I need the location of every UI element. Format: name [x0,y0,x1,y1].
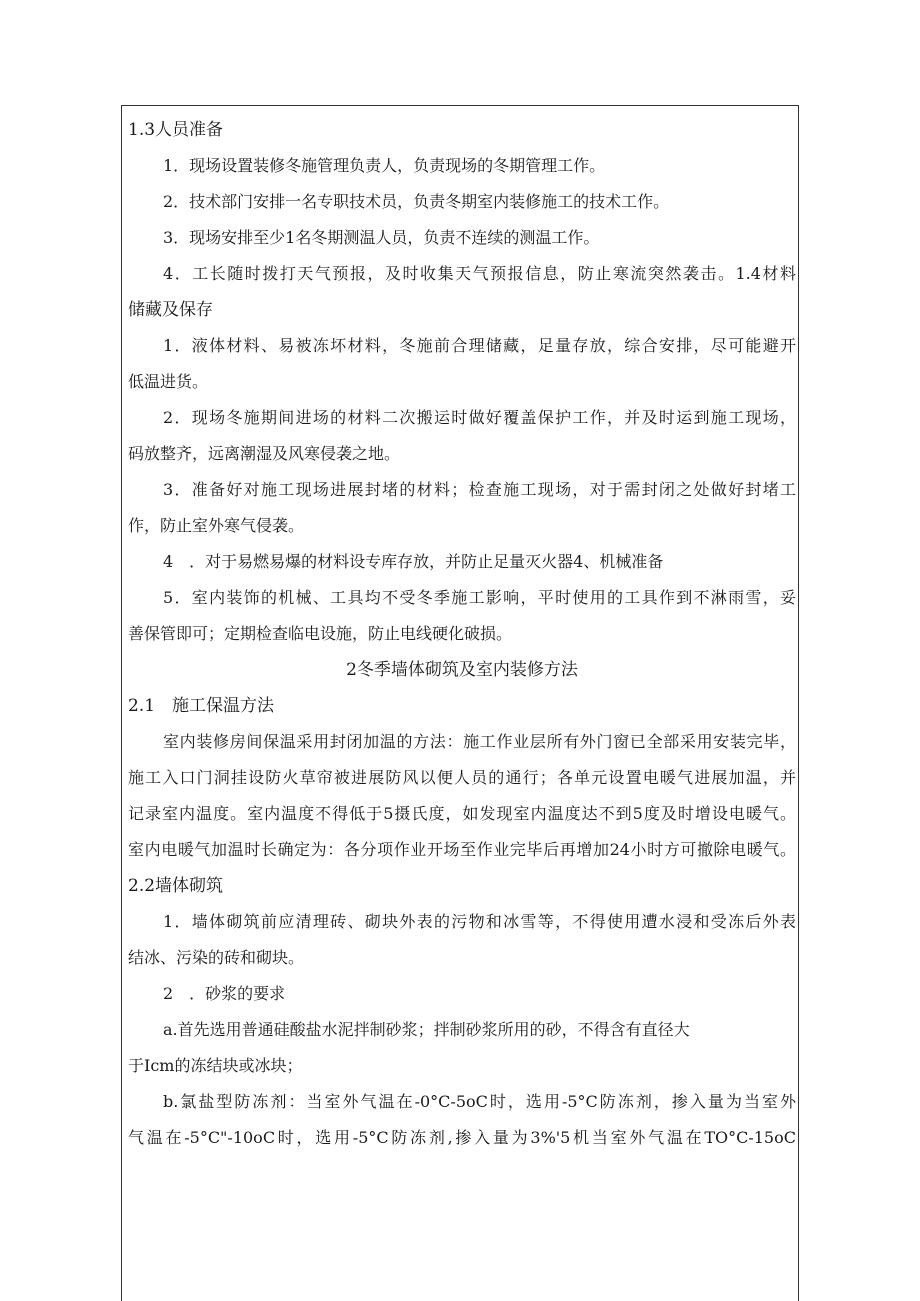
text-line: 2．现场冬施期间进场的材料二次搬运时做好覆盖保护工作，并及时运到施工现场， [163,408,796,427]
text-line: 4 ．对于易燃易爆的材料设专库存放，并防止足量灭火器4、机械准备 [163,552,664,571]
text-line: a.首先选用普通硅酸盐水泥拌制砂浆；拌制砂浆所用的砂，不得含有直径大 [163,1020,690,1039]
text-line: 3．准备好对施工现场进展封堵的材料；检查施工现场，对于需封闭之处做好封堵工 [163,480,796,499]
text-line: 低温进货。 [128,372,209,391]
text-line: 结冰、污染的砖和砌块。 [128,948,305,967]
text-line: 5．室内装饰的机械、工具均不受冬季施工影响，平时使用的工具作到不淋雨雪，妥 [163,588,796,607]
text-line: 作，防止室外寒气侵袭。 [128,516,305,535]
document-body [128,112,796,1156]
text-line: 1.3人员准备 [128,120,224,140]
text-line: 1．墙体砌筑前应清理砖、砌块外表的污物和冰雪等，不得使用遭水浸和受冻后外表 [163,912,796,931]
text-line: 2.1 施工保温方法 [128,696,275,716]
text-line: b.氯盐型防冻剂：当室外气温在-0°C-5oC时，选用-5°C防冻剂，掺入量为当室外 [163,1092,796,1111]
text-line: 室内装修房间保温采用封闭加温的方法：施工作业层所有外门窗已全部采用安装完毕， [163,732,796,751]
text-line: 4．工长随时拨打天气预报，及时收集天气预报信息，防止寒流突然袭击。1.4材料 [163,264,796,283]
text-line: 2．技术部门安排一名专职技术员，负责冬期室内装修施工的技术工作。 [163,192,670,211]
text-line: 码放整齐，远离潮湿及风寒侵袭之地。 [128,444,401,463]
text-line: 记录室内温度。室内温度不得低于5摄氏度，如发现室内温度达不到5度及时增设电暖气。 [128,804,796,823]
text-line: 善保管即可；定期检查临电设施，防止电线硬化破损。 [128,624,513,643]
text-line: 室内电暖气加温时长确定为：各分项作业开场至作业完毕后再增加24小时方可撤除电暖气。 [128,840,796,859]
text-line: 气温在-5°C"-10oC时，选用-5°C防冻剂,掺入量为3%'5机当室外气温在TO°C-15oC [128,1128,796,1147]
text-line: 储藏及保存 [128,300,213,320]
text-line: 3．现场安排至少1名冬期测温人员，负责不连续的测温工作。 [163,228,600,247]
text-line: 2 ．砂浆的要求 [163,984,286,1003]
text-line: 2冬季墙体砌筑及室内装修方法 [346,660,578,680]
text-line: 1．液体材料、易被冻坏材料，冬施前合理储藏，足量存放，综合安排，尽可能避开 [163,336,796,355]
text-line: 2.2墙体砌筑 [128,876,224,896]
text-line: 于Icm的冻结块或冰块； [128,1056,303,1075]
text-line: 1．现场设置装修冬施管理负责人，负责现场的冬期管理工作。 [163,156,606,175]
text-line: 施工入口门洞挂设防火草帘被进展防风以便人员的通行；各单元设置电暖气进展加温，并 [128,768,796,787]
